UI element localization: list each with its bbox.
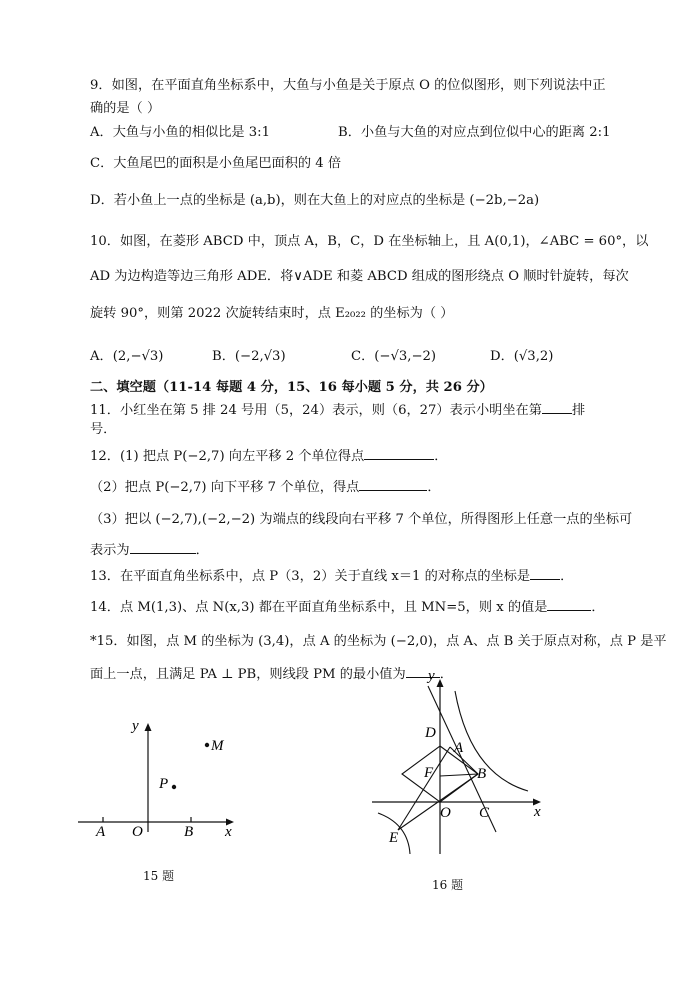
fig16-label-x: x [534, 804, 541, 820]
section-heading: 二、填空题（11-14 每题 4 分，15、16 每小题 5 分，共 26 分） [90, 380, 493, 395]
q10-line2: AD 为边构造等边三角形 ADE．将∨ADE 和菱 ABCD 组成的图形绕点 O 顺时针旋转，每次 [90, 269, 629, 284]
fig15-point-p [172, 785, 176, 789]
q11-line2: 号． [90, 422, 117, 437]
q11-line1 [90, 401, 585, 420]
fig15-label-y: y [132, 718, 139, 734]
fig15-label-x: x [225, 824, 232, 840]
fig15-label-p: P [159, 776, 169, 792]
q10-line1: 10．如图，在菱形 ABCD 中，顶点 A，B，C，D 在坐标轴上，且 A(0,1)，∠ABC = 60°，以 [90, 234, 649, 249]
fig16-label-e: E [389, 830, 399, 846]
q14-period: ． [591, 600, 605, 615]
fig15-caption: 15 题 [143, 869, 175, 883]
q14-text: 14．点 M(1,3)、点 N(x,3) 都在平面直角坐标系中，且 MN=5，则 x 的值是 [90, 600, 548, 615]
fig16-curve-upper [455, 691, 528, 791]
q10-line3: 旋转 90°，则第 2022 次旋转结束时，点 E₂₀₂₂ 的坐标为（ ） [90, 306, 454, 321]
q12-part1-text: 12．(1) 把点 P(−2,7) 向左平移 2 个单位得点 [90, 449, 365, 464]
fig16-caption: 16 题 [432, 878, 464, 892]
fig15-y-arrow [145, 723, 152, 731]
q10-option-b: B．(−2,√3) [212, 349, 286, 364]
q9-option-d: D．若小鱼上一点的坐标是 (a,b)，则在大鱼上的对应点的坐标是 (−2b,−2a) [90, 193, 540, 208]
q12-part1-blank[interactable] [364, 447, 434, 460]
q12-line3: （3）把以 (−2,7),(−2,−2) 为端点的线段向右平移 7 个单位，所得图形上任意一点的坐标可 [90, 512, 633, 527]
q12-line2 [90, 478, 441, 497]
q13-blank[interactable] [530, 567, 560, 580]
q14-line [90, 598, 605, 617]
figure-15 [70, 708, 250, 848]
q9-option-b: B．小鱼与大鱼的对应点到位似中心的距离 2:1 [338, 125, 611, 140]
q12-part1-period: ． [434, 449, 448, 464]
q10-option-c: C．(−√3,−2) [351, 349, 437, 364]
q14-blank[interactable] [547, 598, 591, 611]
fig15-label-m: M [211, 738, 224, 754]
q11-text: 11．小红坐在第 5 排 24 号用（5，24）表示，则（6，27）表示小明坐在第 [90, 403, 542, 418]
q15-line1: *15．如图，点 M 的坐标为 (3,4)，点 A 的坐标为 (−2,0)，点 A、点 B 关于原点对称，点 P 是平 [90, 634, 667, 649]
q9-line1: 9．如图，在平面直角坐标系中，大鱼与小鱼是关于原点 O 的位似图形，则下列说法中正 [90, 78, 606, 93]
q12-part2-period: ． [427, 480, 441, 495]
q12-part3-period: ． [195, 543, 209, 558]
fig16-label-o: O [440, 805, 451, 821]
q12-part3-text: 表示为 [90, 543, 130, 558]
fig16-label-y: y [428, 668, 435, 684]
q12-part2-blank[interactable] [359, 478, 427, 491]
fig16-label-f: F [424, 765, 434, 781]
fig15-point-m [205, 743, 209, 747]
fig16-label-d: D [425, 725, 436, 741]
fig16-y-arrow [437, 679, 444, 687]
q10-option-d: D．(√3,2) [490, 349, 554, 364]
fig15-label-b: B [184, 824, 194, 840]
q11-blank[interactable] [542, 401, 572, 414]
q15-text: 面上一点，且满足 PA ⊥ PB，则线段 PM 的最小值为 [90, 667, 406, 682]
q12-part2-text: （2）把点 P(−2,7) 向下平移 7 个单位，得点 [90, 480, 360, 495]
fig16-label-a: A [454, 740, 464, 756]
q12-line4 [90, 541, 209, 560]
fig16-label-b: B [477, 766, 487, 782]
q12-line1 [90, 447, 447, 466]
q9-line2: 确的是（ ） [90, 101, 161, 116]
q11-text-end: 排 [571, 403, 586, 418]
q10-option-a: A．(2,−√3) [90, 349, 164, 364]
q12-part3-blank[interactable] [130, 541, 196, 554]
q15-period: ． [439, 667, 453, 682]
q13-line [90, 567, 573, 586]
q9-option-a: A．大鱼与小鱼的相似比是 3:1 [90, 125, 271, 140]
fig16-label-c: C [479, 805, 490, 821]
q13-period: ． [560, 569, 574, 584]
fig16-segment-fb [440, 774, 478, 776]
q13-text: 13．在平面直角坐标系中，点 P（3，2）关于直线 x＝1 的对称点的坐标是 [90, 569, 531, 584]
fig15-label-o: O [132, 824, 143, 840]
figure-16 [366, 664, 556, 864]
fig15-label-a: A [96, 824, 106, 840]
q9-option-c: C．大鱼尾巴的面积是小鱼尾巴面积的 4 倍 [90, 156, 342, 171]
